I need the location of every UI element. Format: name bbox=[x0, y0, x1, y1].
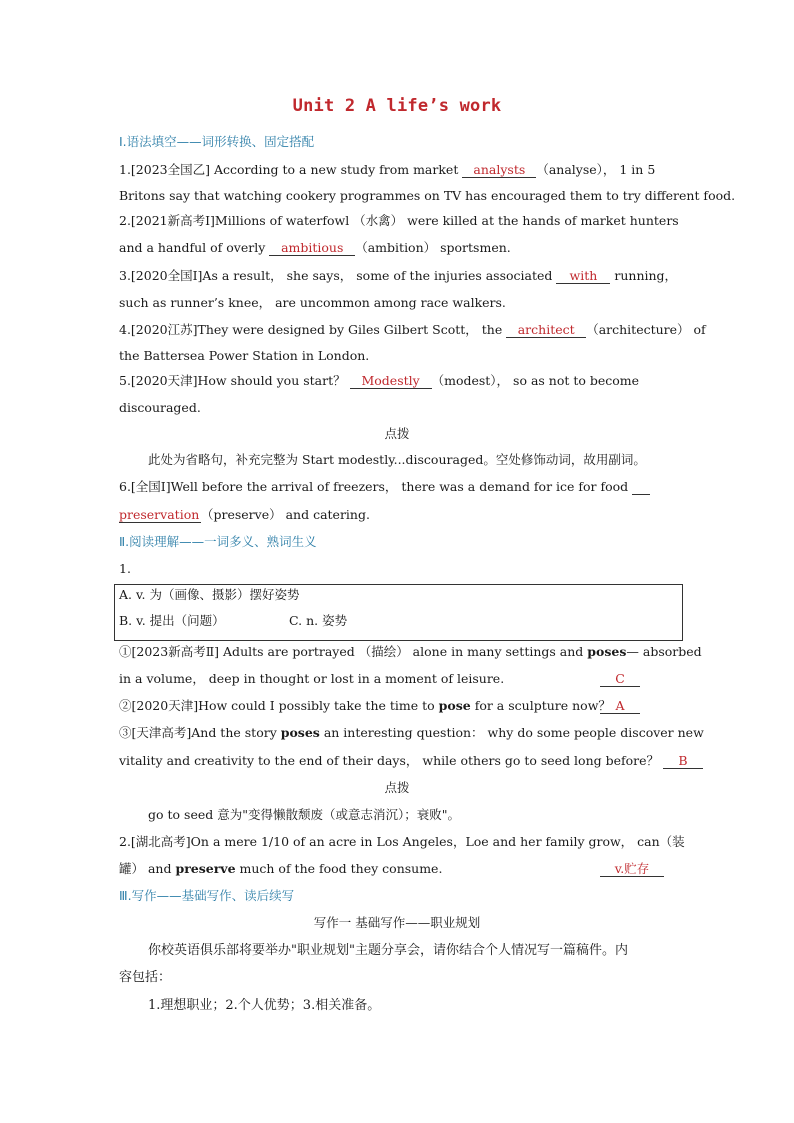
item-2-text-post: for a sculpture now？ bbox=[470, 698, 611, 713]
item-1 bbox=[119, 644, 702, 660]
q3-text-post: running， bbox=[610, 268, 678, 283]
item-1-text-post: — absorbed bbox=[626, 644, 702, 659]
definition-c: C. n. 姿势 bbox=[289, 613, 348, 628]
item-3-text: ③[天津高考]And the story bbox=[119, 725, 281, 740]
q6-line2 bbox=[119, 507, 679, 523]
q4-line2: the Battersea Power Station in London. bbox=[119, 348, 370, 363]
writing-para-2: 1.理想职业；2.个人优势；3.相关准备。 bbox=[148, 998, 381, 1013]
q3-answer: with bbox=[556, 269, 610, 284]
tip-text-1: 此处为省略句，补充完整为 Start modestly...discouraged。空处修饰动词，故用副词。 bbox=[148, 452, 646, 467]
q2-text-post: （ambition） sportsmen. bbox=[355, 240, 511, 255]
q2-2-text: 罐） and bbox=[119, 861, 176, 876]
item-1-answer: C bbox=[600, 672, 640, 687]
question-6 bbox=[119, 479, 679, 495]
writing-para-1: 你校英语俱乐部将要举办"职业规划"主题分享会，请你结合个人情况写一篇稿件。内 bbox=[148, 943, 628, 958]
item-2-text: ②[2020天津]How could I possibly take the time to bbox=[119, 698, 439, 713]
q1-text: 1.[2023全国乙] According to a new study from market bbox=[119, 162, 463, 177]
q2-text: and a handful of overly bbox=[119, 240, 270, 255]
item-1-answer-wrap bbox=[600, 671, 640, 687]
tip-text-2: go to seed 意为"变得懒散颓废（或意志消沉）；衰败"。 bbox=[148, 807, 460, 822]
q1-line2: Britons say that watching cookery programmes on TV has encouraged them to try different food. bbox=[119, 188, 736, 203]
q6-text: 6.[全国Ⅰ]Well before the arrival of freezers， there was a demand for ice for food bbox=[119, 479, 633, 494]
tip-heading-1: 点拨 bbox=[384, 426, 410, 441]
writing-sub-heading: 写作一 基础写作——职业规划 bbox=[313, 915, 481, 930]
item-2 bbox=[119, 698, 679, 714]
q4-text-post: （architecture） of bbox=[586, 322, 706, 337]
q5-text-post: （modest）， so as not to become bbox=[431, 373, 640, 388]
item-1-keyword: poses bbox=[587, 644, 627, 659]
q2-2-answer: v.贮存 bbox=[600, 862, 664, 877]
page-title: Unit 2 A life’s work bbox=[292, 96, 502, 116]
item-3 bbox=[119, 725, 704, 741]
definition-b: B. v. 提出（问题） bbox=[119, 613, 225, 628]
writing-para-1-line2: 容包括： bbox=[119, 970, 172, 985]
section-1-heading: Ⅰ.语法填空——词形转换、固定搭配 bbox=[119, 134, 315, 149]
q5-line2: discouraged. bbox=[119, 400, 201, 415]
q2-answer: ambitious bbox=[269, 241, 355, 256]
item-2-answer-wrap bbox=[600, 698, 640, 714]
tip-heading-2: 点拨 bbox=[384, 780, 410, 795]
item-3-answer: B bbox=[663, 754, 703, 769]
item-3-line2-text: vitality and creativity to the end of their days， while others go to seed long before？ bbox=[119, 753, 660, 768]
question-1 bbox=[119, 162, 679, 178]
q3-line2: such as runner’s knee， are uncommon among race walkers. bbox=[119, 295, 506, 310]
item-3-line2 bbox=[119, 753, 688, 769]
q6-answer: preservation bbox=[119, 507, 200, 522]
q2-2-answer-wrap bbox=[600, 861, 664, 877]
q4-text: 4.[2020江苏]They were designed by Giles Gilbert Scott， the bbox=[119, 322, 507, 337]
q4-answer: architect bbox=[506, 323, 586, 338]
section-3-heading: Ⅲ.写作——基础写作、读后续写 bbox=[119, 888, 295, 903]
definition-a: A. v. 为（画像、摄影）摆好姿势 bbox=[119, 587, 300, 602]
q5-text: 5.[2020天津]How should you start？ bbox=[119, 373, 350, 388]
item-2-answer: A bbox=[600, 699, 640, 714]
item-3-keyword: poses bbox=[280, 725, 320, 740]
item-3-text-post: an interesting question： why do some people discover new bbox=[319, 725, 704, 740]
item-number-1: 1. bbox=[119, 561, 131, 576]
question-4 bbox=[119, 322, 706, 338]
q2-2-keyword: preserve bbox=[175, 861, 236, 876]
q2-2-text-post: much of the food they consume. bbox=[235, 861, 443, 876]
q5-answer: Modestly bbox=[350, 374, 432, 389]
q2-line2 bbox=[119, 240, 679, 256]
item-1-text: ①[2023新高考Ⅱ] Adults are portrayed （描绘） alone in many settings and bbox=[119, 644, 588, 659]
section-2-heading: Ⅱ.阅读理解——一词多义、熟词生义 bbox=[119, 534, 317, 549]
item-1-line2: in a volume， deep in thought or lost in a moment of leisure. bbox=[119, 671, 505, 686]
q1-text-post: （analyse）， 1 in 5 bbox=[536, 162, 656, 177]
question-3 bbox=[119, 268, 679, 284]
q3-text: 3.[2020全国Ⅰ]As a result， she says， some of the injuries associated bbox=[119, 268, 557, 283]
q1-answer: analysts bbox=[462, 163, 536, 178]
item-2-keyword: pose bbox=[438, 698, 471, 713]
question-2-2-line2 bbox=[119, 861, 679, 877]
question-2-2: 2.[湖北高考]On a mere 1/10 of an acre in Los Angeles，Loe and her family grow， can（装 bbox=[119, 834, 685, 849]
question-2: 2.[2021新高考Ⅰ]Millions of waterfowl （水禽） were killed at the hands of market hunters bbox=[119, 213, 679, 228]
question-5 bbox=[119, 373, 679, 389]
q6-blank-start bbox=[632, 480, 650, 495]
q6-text-post: （preserve） and catering. bbox=[201, 507, 370, 522]
